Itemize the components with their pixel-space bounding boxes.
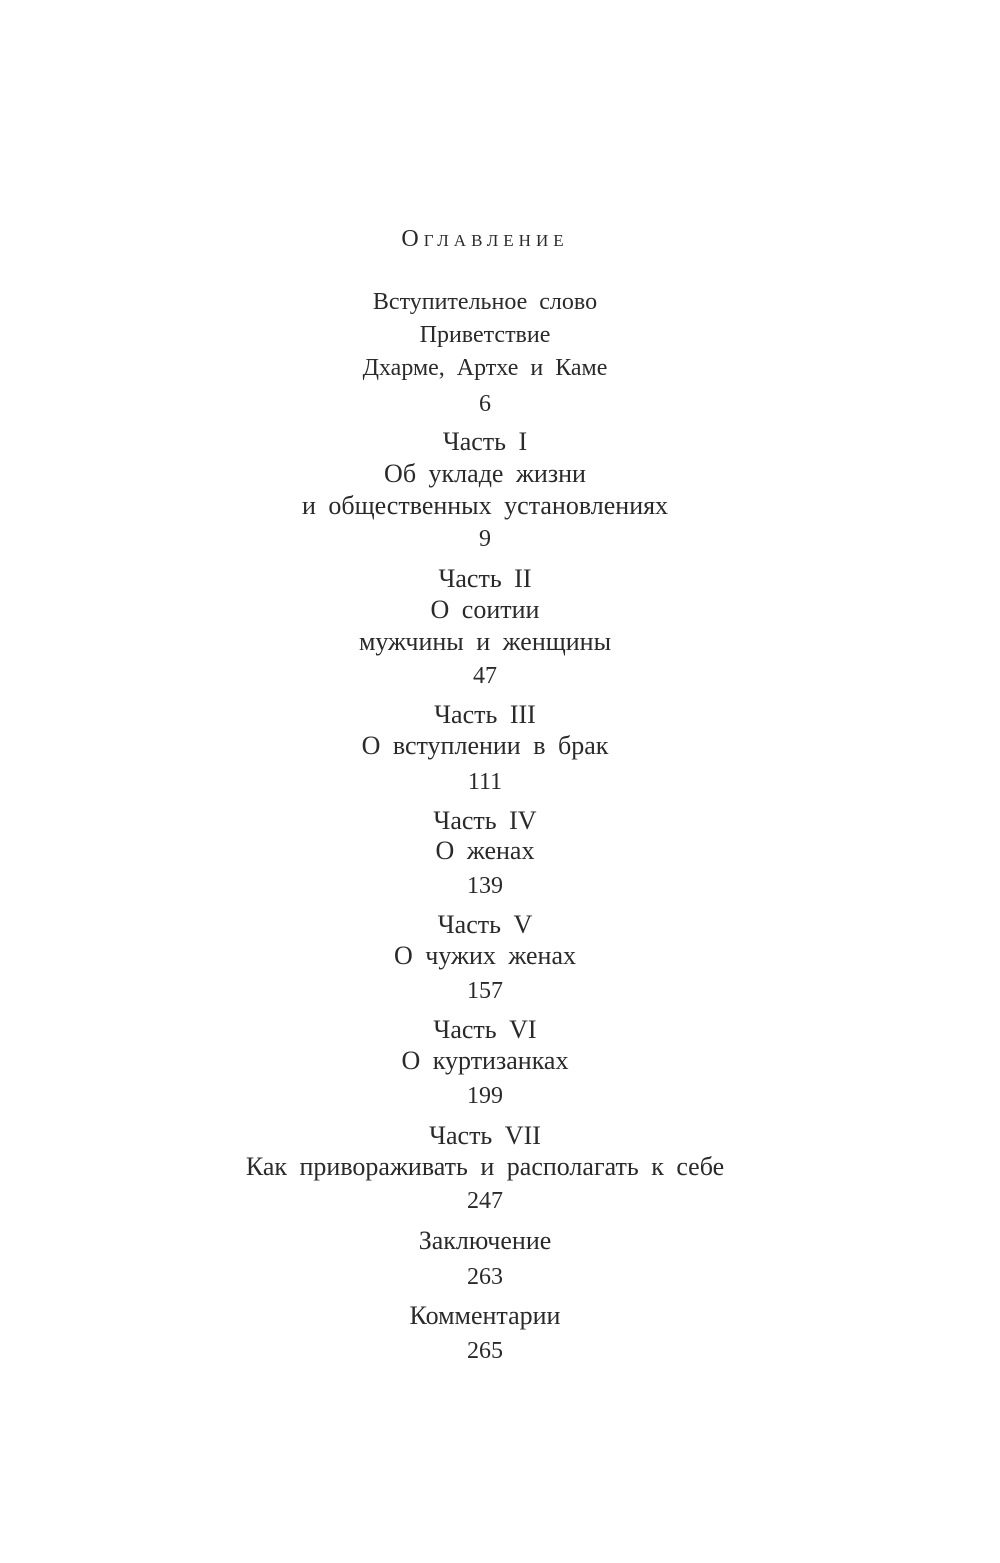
toc-part-2-title-1[interactable]: О соитии	[430, 595, 540, 624]
toc-intro-line-2[interactable]: Приветствие	[419, 322, 551, 348]
toc-heading: Оглавление	[401, 226, 569, 252]
toc-conclusion[interactable]: Заключение	[418, 1226, 552, 1255]
toc-part-6-page: 199	[467, 1083, 503, 1109]
toc-intro-page: 6	[479, 391, 491, 417]
toc-part-2-title-2[interactable]: мужчины и женщины	[358, 627, 612, 656]
toc-part-1-label[interactable]: Часть I	[442, 427, 528, 456]
toc-part-3-title-1[interactable]: О вступлении в брак	[361, 731, 609, 760]
toc-part-2-label[interactable]: Часть II	[438, 564, 532, 593]
toc-intro-line-3[interactable]: Дхарме, Артхе и Каме	[362, 355, 608, 381]
toc-part-1-title-2[interactable]: и общественных установлениях	[301, 491, 669, 520]
toc-intro-line-1[interactable]: Вступительное слово	[372, 289, 598, 315]
toc-part-6-title-1[interactable]: О куртизанках	[401, 1046, 569, 1075]
toc-part-5-page: 157	[467, 978, 503, 1004]
toc-part-7-title-1[interactable]: Как привораживать и располагать к себе	[245, 1152, 725, 1181]
toc-part-5-label[interactable]: Часть V	[437, 910, 533, 939]
toc-part-3-label[interactable]: Часть III	[434, 700, 536, 729]
toc-part-1-title-1[interactable]: Об укладе жизни	[384, 459, 586, 488]
toc-part-1-page: 9	[479, 526, 491, 552]
toc-comments-page: 265	[467, 1338, 503, 1364]
toc-part-4-label[interactable]: Часть IV	[433, 806, 537, 835]
toc-part-4-title-1[interactable]: О женах	[435, 836, 535, 865]
toc-comments[interactable]: Комментарии	[409, 1301, 561, 1330]
toc-part-7-page: 247	[467, 1188, 503, 1214]
toc-part-3-page: 111	[467, 769, 503, 795]
toc-part-7-label[interactable]: Часть VII	[429, 1121, 541, 1150]
toc-part-2-page: 47	[473, 663, 497, 689]
toc-part-4-page: 139	[467, 873, 503, 899]
toc-conclusion-page: 263	[467, 1264, 503, 1290]
toc-part-6-label[interactable]: Часть VI	[433, 1015, 537, 1044]
toc-part-5-title-1[interactable]: О чужих женах	[393, 941, 576, 970]
